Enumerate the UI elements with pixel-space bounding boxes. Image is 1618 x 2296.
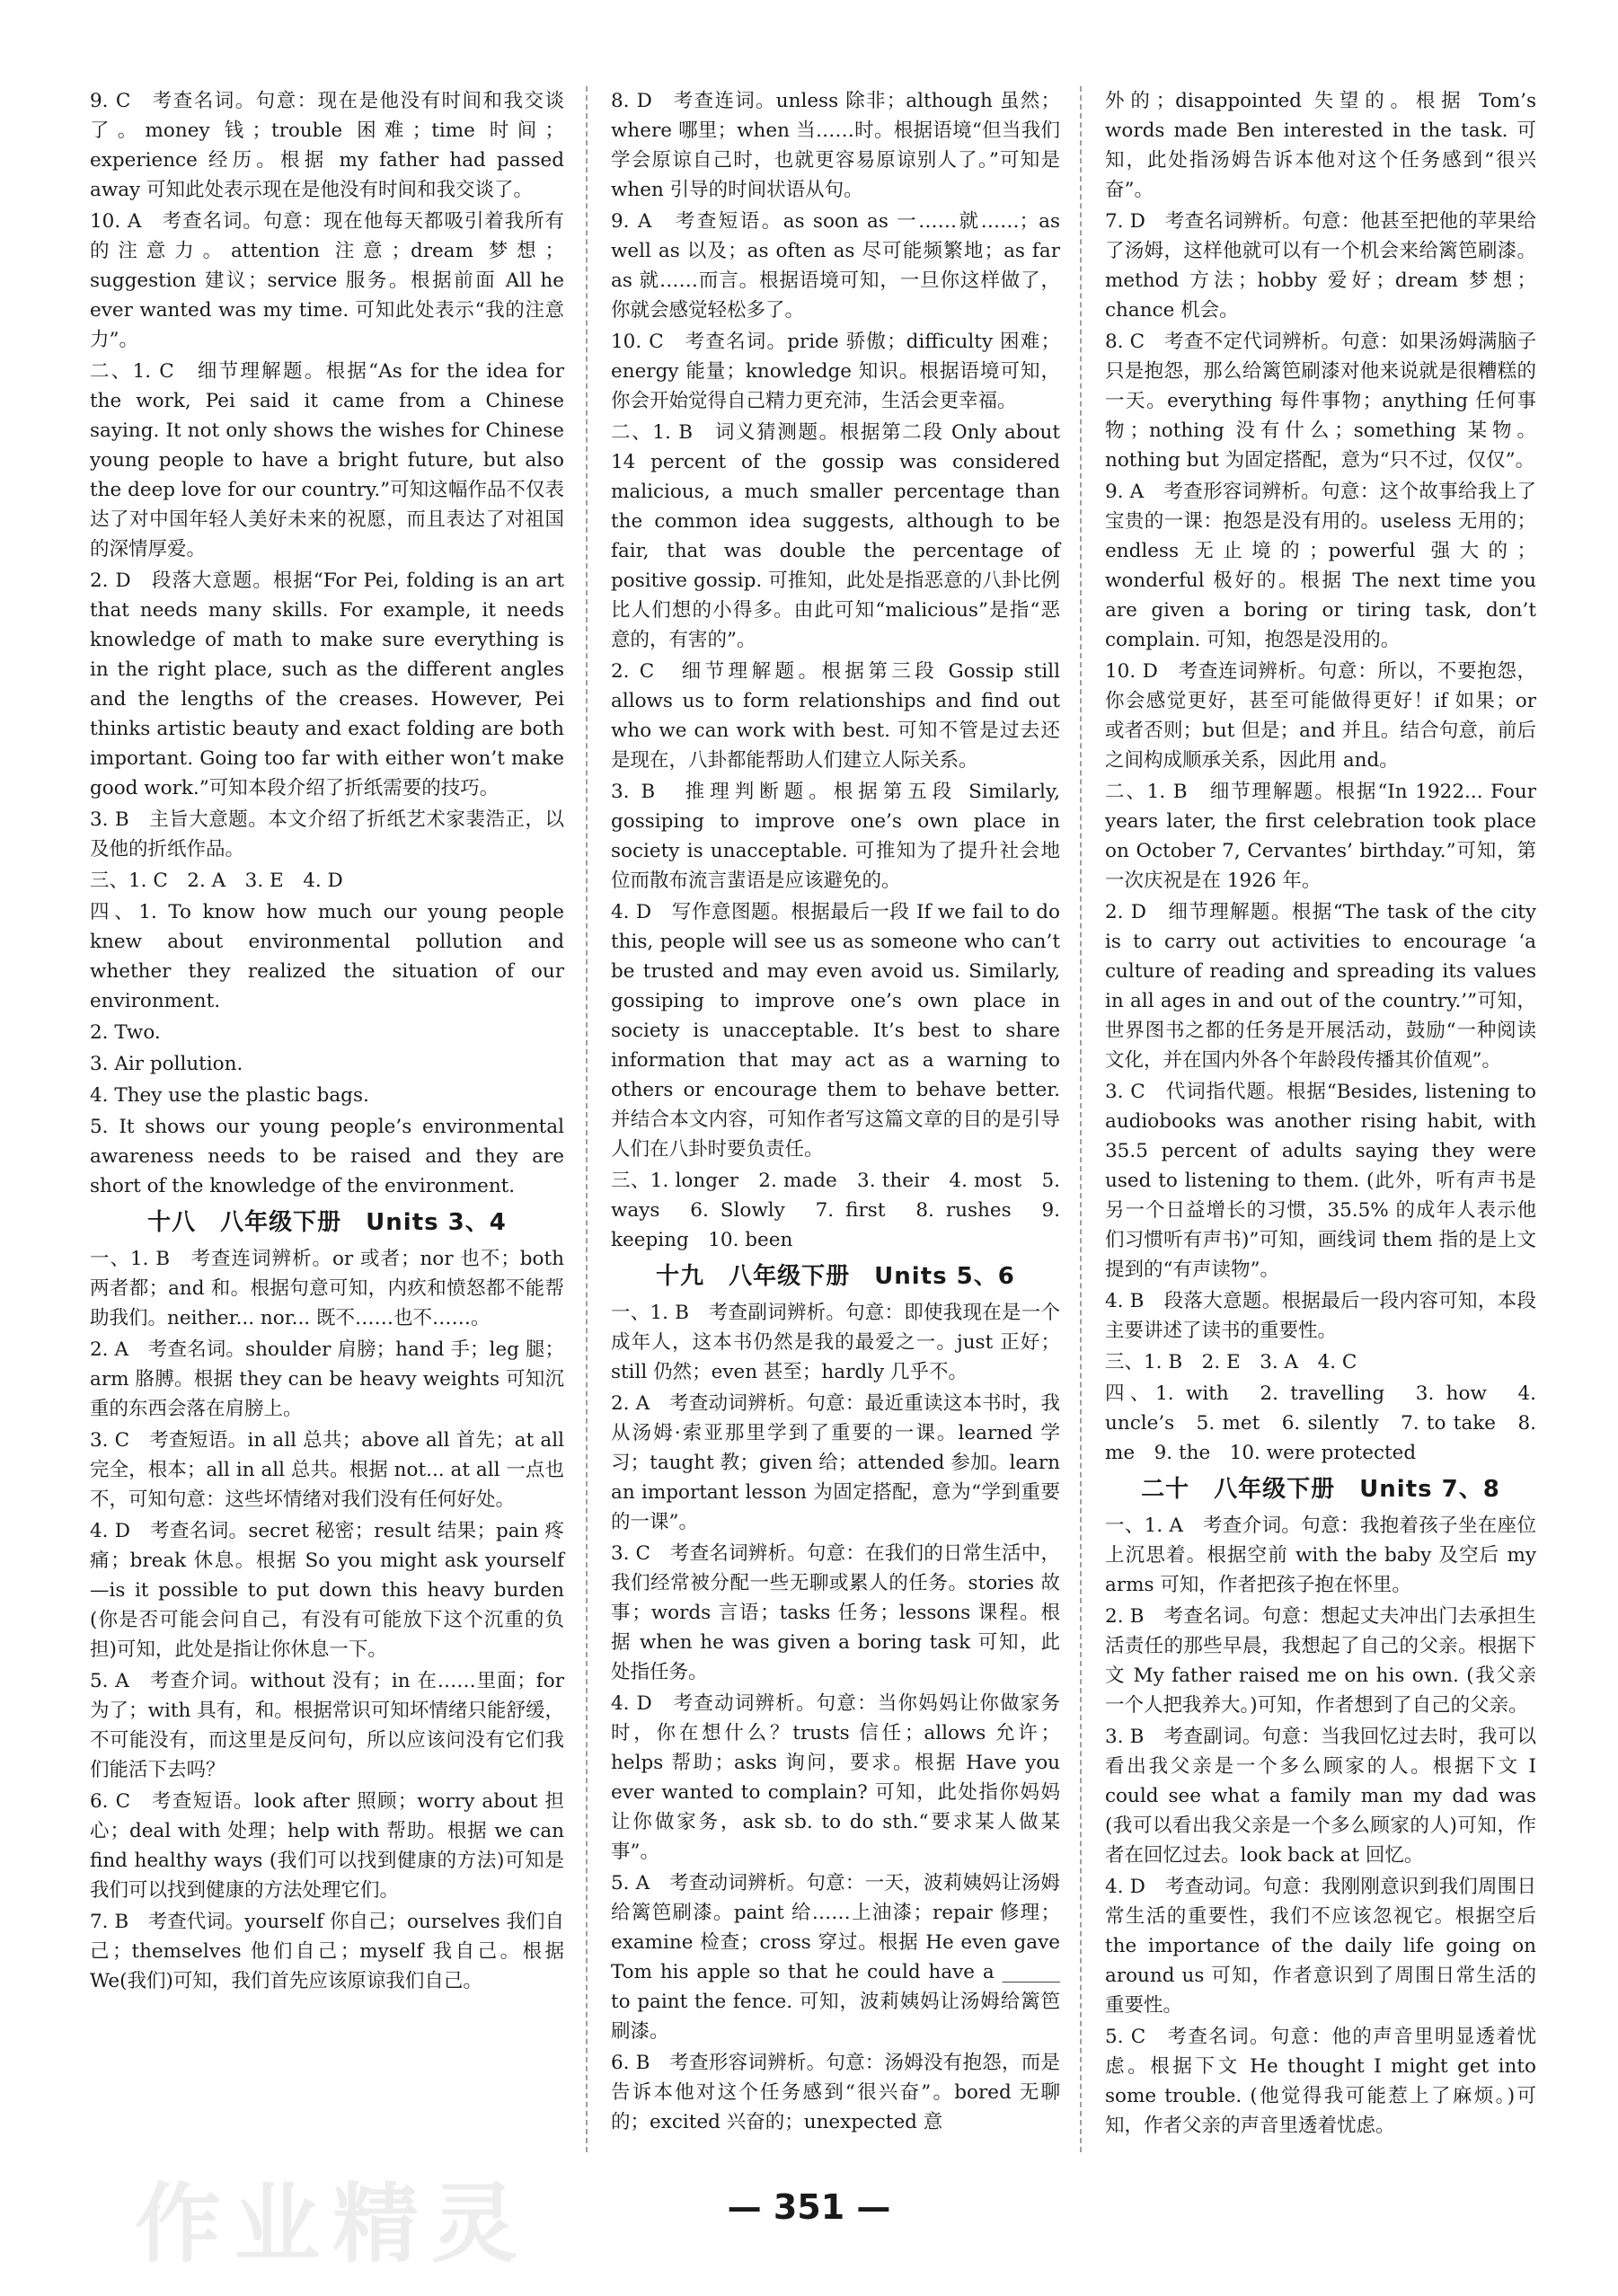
section-heading: 十九 八年级下册 Units 5、6 xyxy=(656,1263,1015,1290)
answer-paragraph: 二、1. B 词义猜测题。根据第二段 Only about 14 percent of the gossip was considered malicious, a much smaller percentage than the common idea suggests, although to be fair, that was double the percentage of positive gossip. 可推知，此处是指恶意的八卦比例比人们想的小得多。由此可知“malicious”是指“恶意的，有害的”。 xyxy=(611,421,1060,651)
answer-paragraph: 二、1. B 细节理解题。根据“In 1922... Four years later, the first celebration took place on October 7, Cervantes’ birthday.”可知，第一次庆祝是在 1926 年。 xyxy=(1105,781,1536,892)
page-number: — 351 — xyxy=(727,2187,891,2227)
column-right xyxy=(1105,86,1536,2142)
answer-paragraph: 2. D 段落大意题。根据“For Pei, folding is an art that needs many skills. For example, it needs knowledge of math to make sure everything is in the right place, such as the different angles and the lengths of the creases. However, Pei thinks artistic beauty and exact folding are both important. Going too far with either won’t make good work.”可知本段介绍了折纸需要的技巧。 xyxy=(90,570,564,799)
answer-paragraph: 3. B 主旨大意题。本文介绍了折纸艺术家裴浩正，以及他的折纸作品。 xyxy=(90,808,564,861)
answer-paragraph: 5. A 考查动词辨析。句意：一天，波莉姨妈让汤姆给篱笆刷漆。paint 给……上油漆；repair 修理；examine 检查；cross 穿过。根据 He even gave Tom his apple so that he could have a ______ to paint the fence. 可知，波莉姨妈让汤姆给篱笆刷漆。 xyxy=(611,1872,1060,2043)
answer-paragraph: 4. D 写作意图题。根据最后一段 If we fail to do this, people will see us as someone who can’t be trusted and may even avoid us. Similarly, gossiping to improve one’s own place in society is unacceptable. It’s best to share information that may act as a warning to others or encourage them to behave better. 并结合本文内容，可知作者写这篇文章的目的是引导人们在八卦时要负责任。 xyxy=(611,901,1060,1161)
answer-paragraph: 3. B 考查副词。句意：当我回忆过去时，我可以看出我父亲是一个多么顾家的人。根据下文 I could see what a family man my dad was (我可以看出我父亲是一个多么顾家的人)可知，作者在回忆过去。look back at 回忆。 xyxy=(1105,1726,1536,1867)
answer-paragraph: 9. A 考查短语。as soon as 一……就……；as well as 以及；as often as 尽可能频繁地；as far as 就……而言。根据语境可知，一旦你这样做了，你就会感觉轻松多了。 xyxy=(611,210,1060,322)
answer-paragraph: 7. D 考查名词辨析。句意：他甚至把他的苹果给了汤姆，这样他就可以有一个机会来给篱笆刷漆。method 方法；hobby 爱好；dream 梦想；chance 机会。 xyxy=(1105,210,1536,322)
answer-paragraph: 10. A 考查名词。句意：现在他每天都吸引着我所有的注意力。attention 注意；dream 梦想；suggestion 建议；service 服务。根据前面 All he ever wanted was my time. 可知此处表示“我的注意力”。 xyxy=(90,210,564,351)
answer-paragraph: 4. B 段落大意题。根据最后一段内容可知，本段主要讲述了读书的重要性。 xyxy=(1105,1290,1536,1342)
answer-paragraph: 7. B 考查代词。yourself 你自己；ourselves 我们自己；themselves 他们自己；myself 我自己。根据 We(我们)可知，我们首先应该原谅我们自己。 xyxy=(90,1911,564,1992)
answer-paragraph: 3. C 考查名词辨析。句意：在我们的日常生活中，我们经常被分配一些无聊或累人的任务。stories 故事；words 言语；tasks 任务；lessons 课程。根据 when he was given a boring task 可知，此处指任务。 xyxy=(611,1542,1060,1683)
answer-paragraph: 2. B 考查名词。句意：想起丈夫冲出门去承担生活责任的那些早晨，我想起了自己的父亲。根据下文 My father raised me on his own. (我父亲一个人把我养大。)可知，作者想到了自己的父亲。 xyxy=(1105,1605,1536,1717)
answer-paragraph: 4. D 考查动词。句意：我刚刚意识到我们周围日常生活的重要性，我们不应该忽视它。根据空后 the importance of the daily life going on around us 可知，作者意识到了周围日常生活的重要性。 xyxy=(1105,1876,1536,2017)
answer-paragraph: 6. B 考查形容词辨析。句意：汤姆没有抱怨，而是告诉本他对这个任务感到“很兴奋”。bored 无聊的；excited 兴奋的；unexpected 意 xyxy=(611,2052,1060,2133)
answer-paragraph: 10. D 考查连词辨析。句意：所以，不要抱怨，你会感觉更好，甚至可能做得更好！if 如果；or 或者否则；but 但是；and 并且。结合句意，前后之间构成顺承关系，因此用 and。 xyxy=(1105,660,1536,772)
section-heading: 二十 八年级下册 Units 7、8 xyxy=(1141,1476,1500,1503)
answer-paragraph: 2. A 考查名词。shoulder 肩膀；hand 手；leg 腿；arm 胳膊。根据 they can be heavy weights 可知沉重的东西会落在肩膀上。 xyxy=(90,1338,564,1420)
answer-paragraph: 一、1. A 考查介词。句意：我抱着孩子坐在座位上沉思着。根据空前 with the baby 及空后 my arms 可知，作者把孩子抱在怀里。 xyxy=(1105,1514,1536,1596)
answer-paragraph: 一、1. B 考查连词辨析。or 或者；nor 也不；both 两者都；and 和。根据句意可知，内疚和愤怒都不能帮助我们。neither... nor... 既不……也不……。 xyxy=(90,1248,564,1329)
answer-paragraph: 三、1. longer 2. made 3. their 4. most 5. ways 6. Slowly 7. first 8. rushes 9. keeping 10. been xyxy=(611,1170,1060,1251)
answer-paragraph: 4. D 考查动词辨析。句意：当你妈妈让你做家务时，你在想什么？trusts 信任；allows 允许；helps 帮助；asks 询问，要求。根据 Have you ever wanted to complain? 可知，此处指你妈妈让你做家务，ask sb. to do sth.“要求某人做某事”。 xyxy=(611,1692,1060,1863)
answer-paragraph: 三、1. C 2. A 3. E 4. D xyxy=(90,870,343,892)
answer-paragraph: 3. Air pollution. xyxy=(90,1053,243,1075)
answer-paragraph: 5. C 考查名词。句意：他的声音里明显透着忧虑。根据下文 He thought I might get into some trouble. (他觉得我可能惹上了麻烦。)可知，作者父亲的声音里透着忧虑。 xyxy=(1105,2026,1536,2137)
column-left xyxy=(90,86,564,1998)
answer-paragraph: 外的；disappointed 失望的。根据 Tom’s words made Ben interested in the task. 可知，此处指汤姆告诉本他对这个任务感到“很兴奋”。 xyxy=(1105,90,1536,201)
answer-paragraph: 三、1. B 2. E 3. A 4. C xyxy=(1105,1351,1357,1373)
answer-paragraph: 5. A 考查介词。without 没有；in 在……里面；for 为了；with 具有，和。根据常识可知坏情绪只能舒缓，不可能没有，而这里是反问句，所以应该问没有它们我们能活下去吗？ xyxy=(90,1670,564,1781)
column-middle xyxy=(611,86,1060,2139)
answer-paragraph: 6. C 考查短语。look after 照顾；worry about 担心；deal with 处理；help with 帮助。根据 we can find healthy ways (我们可以找到健康的方法)可知是我们可以找到健康的方法处理它们。 xyxy=(90,1790,564,1902)
answer-paragraph: 2. Two. xyxy=(90,1021,161,1044)
answer-paragraph: 5. It shows our young people’s environmental awareness needs to be raised and they are short of the knowledge of the environment. xyxy=(90,1116,564,1197)
answer-paragraph: 四、1. with 2. travelling 3. how 4. uncle’s 5. met 6. silently 7. to take 8. me 9. the 10. were protected xyxy=(1105,1382,1536,1464)
answer-paragraph: 2. A 考查动词辨析。句意：最近重读这本书时，我从汤姆·索亚那里学到了重要的一课。learned 学习；taught 教；given 给；attended 参加。learn an important lesson 为固定搭配，意为“学到重要的一课”。 xyxy=(611,1392,1060,1533)
answer-paragraph: 二、1. C 细节理解题。根据“As for the idea for the work, Pei said it came from a Chinese saying. It not only shows the wishes for Chinese young people to have a bright future, but also the deep love for our country.”可知这幅作品不仅表达了对中国年轻人美好未来的祝愿，而且表达了对祖国的深情厚爱。 xyxy=(90,360,564,561)
answer-paragraph: 四、1. To know how much our young people knew about environmental pollution and whether they realized the situation of our environment. xyxy=(90,901,564,1012)
answer-paragraph: 2. C 细节理解题。根据第三段 Gossip still allows us to form relationships and find out who we can work with best. 可知不管是过去还是现在，八卦都能帮助人们建立人际关系。 xyxy=(611,660,1060,772)
answer-paragraph: 9. C 考查名词。句意：现在是他没有时间和我交谈了。money 钱；trouble 困难；time 时间；experience 经历。根据 my father had passed away 可知此处表示现在是他没有时间和我交谈了。 xyxy=(90,90,564,201)
answer-paragraph: 9. A 考查形容词辨析。句意：这个故事给我上了宝贵的一课：抱怨是没有用的。useless 无用的；endless 无止境的；powerful 强大的；wonderful 极好的。根据 The next time you are given a boring or tiring task, don’t complain. 可知，抱怨是没用的。 xyxy=(1105,481,1536,651)
answer-paragraph: 一、1. B 考查副词辨析。句意：即使我现在是一个成年人，这本书仍然是我的最爱之一。just 正好；still 仍然；even 甚至；hardly 几乎不。 xyxy=(611,1302,1060,1383)
answer-paragraph: 4. D 考查名词。secret 秘密；result 结果；pain 疼痛；break 休息。根据 So you might ask yourself—is it possible to put down this heavy burden (你是否可能会问自己，有没有可能放下这个沉重的负担)可知，此处是指让你休息一下。 xyxy=(90,1520,564,1661)
column-divider xyxy=(1080,86,1082,2152)
answer-paragraph: 2. D 细节理解题。根据“The task of the city is to carry out activities to encourage ‘a culture of reading and spreading its values in all ages in and out of the country.’”可知，世界图书之都的任务是开展活动，鼓励“一种阅读文化，并在国内外各个年龄段传播其价值观”。 xyxy=(1105,901,1536,1072)
answer-paragraph: 3. C 代词指代题。根据“Besides, listening to audiobooks was another rising habit, with 35.5 percent of adults saying they were used to listening to them. (此外，听有声书是另一个日益增长的习惯，35.5% 的成年人表示他们习惯听有声书)”可知，画线词 them 指的是上文提到的“有声读物”。 xyxy=(1105,1081,1536,1281)
section-heading: 十八 八年级下册 Units 3、4 xyxy=(147,1209,507,1236)
answer-paragraph: 8. C 考查不定代词辨析。句意：如果汤姆满脑子只是抱怨，那么给篱笆刷漆对他来说就是很糟糕的一天。everything 每件事物；anything 任何事物；nothing 没有什么；something 某物。nothing but 为固定搭配，意为“只不过，仅仅”。 xyxy=(1105,331,1536,472)
answer-paragraph: 3. B 推理判断题。根据第五段 Similarly, gossiping to improve one’s own place in society is unacceptable. 可推知为了提升社会地位而散布流言蜚语是应该避免的。 xyxy=(611,781,1060,892)
column-divider xyxy=(586,86,588,2152)
answer-paragraph: 8. D 考查连词。unless 除非；although 虽然；where 哪里；when 当……时。根据语境“但当我们学会原谅自己时，也就更容易原谅别人了。”可知是 when 引导的时间状语从句。 xyxy=(611,90,1060,201)
answer-paragraph: 4. They use the plastic bags. xyxy=(90,1084,369,1107)
watermark-logo: 作业精灵 xyxy=(135,2174,530,2274)
answer-paragraph: 3. C 考查短语。in all 总共；above all 首先；at all 完全，根本；all in all 总共。根据 not... at all 一点也不，可知句意：这些坏情绪对我们没有任何好处。 xyxy=(90,1429,564,1511)
answer-paragraph: 10. C 考查名词。pride 骄傲；difficulty 困难；energy 能量；knowledge 知识。根据语境可知，你会开始觉得自己精力更充沛，生活会更幸福。 xyxy=(611,331,1060,412)
